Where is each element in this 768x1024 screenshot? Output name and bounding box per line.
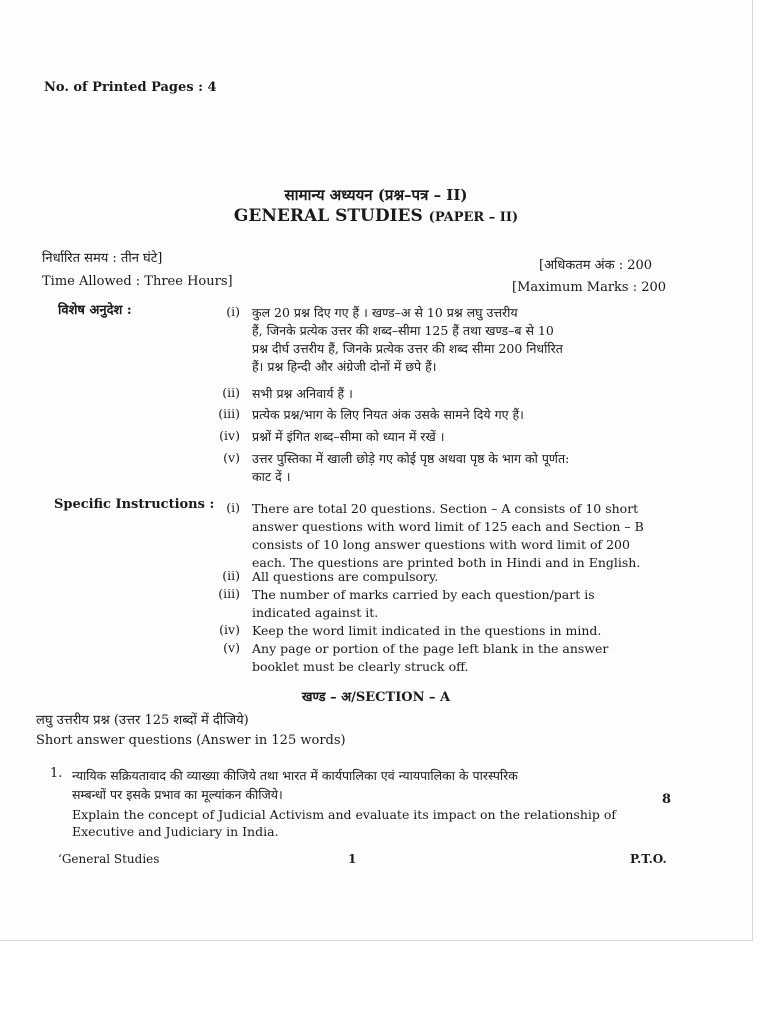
- question-number: 1.: [50, 766, 63, 781]
- en-item-5-line: Any page or portion of the page left blank in the answer: [252, 641, 609, 656]
- hi-item-1-num: (i): [226, 304, 240, 319]
- section-sub-english: Short answer questions (Answer in 125 words): [36, 733, 346, 748]
- en-item-3-num: (iii): [218, 586, 240, 601]
- hi-item-5-line: काट दें ।: [252, 469, 291, 484]
- title-english: [0, 206, 752, 226]
- time-hindi: निर्धारित समय : तीन घंटे]: [42, 251, 163, 266]
- marks-english: [Maximum Marks : 200: [512, 280, 667, 295]
- footer-page-number: 1: [348, 852, 357, 866]
- question-english-line: Explain the concept of Judicial Activism and evaluate its impact on the relationship of: [72, 807, 617, 822]
- printed-pages: No. of Printed Pages : 4: [44, 80, 217, 95]
- en-item-5-num: (v): [223, 640, 240, 655]
- en-item-1-line: There are total 20 questions. Section – A consists of 10 short: [252, 501, 639, 516]
- hi-item-1: [252, 304, 563, 376]
- en-item-1-num: (i): [226, 500, 240, 515]
- en-item-4-num: (iv): [219, 622, 240, 637]
- hi-item-1-line: हैं, जिनके प्रत्येक उत्तर की शब्द–सीमा 125 हैं तथा खण्ड–ब से 10: [252, 323, 554, 338]
- section-heading: खण्ड – अ/SECTION – A: [301, 690, 451, 705]
- hindi-instructions-label: विशेष अनुदेश :: [58, 303, 132, 318]
- marks-hindi: [अधिकतम अंक : 200: [539, 258, 653, 273]
- en-item-2-num: (ii): [222, 568, 240, 583]
- title-english-paper: (PAPER – II): [428, 210, 519, 225]
- time-english: Time Allowed : Three Hours]: [42, 274, 233, 289]
- en-item-5: [252, 640, 608, 676]
- en-item-1-line: answer questions with word limit of 125 each and Section – B: [252, 519, 644, 534]
- hi-item-1-line: प्रश्न दीर्घ उत्तरीय हैं, जिनके प्रत्येक उत्तर की शब्द सीमा 200 निर्धारित: [252, 341, 563, 356]
- hi-item-4-num: (iv): [219, 428, 240, 443]
- hi-item-2: सभी प्रश्न अनिवार्य हैं ।: [252, 386, 353, 401]
- en-item-4: Keep the word limit indicated in the questions in mind.: [252, 623, 602, 638]
- hi-item-5-line: उत्तर पुस्तिका में खाली छोड़े गए कोई पृष्ठ अथवा पृष्ठ के भाग को पूर्णत:: [252, 451, 570, 466]
- footer-left: ‘General Studies: [58, 852, 160, 866]
- hi-item-2-num: (ii): [222, 385, 240, 400]
- hi-item-3-num: (iii): [218, 406, 240, 421]
- hi-item-1-line: हैं। प्रश्न हिन्दी और अंग्रेजी दोनों में छपे हैं।: [252, 359, 437, 374]
- question-english-line: Executive and Judiciary in India.: [72, 824, 279, 839]
- en-item-1: [252, 500, 644, 572]
- hi-item-1-line: कुल 20 प्रश्न दिए गए हैं । खण्ड–अ से 10 प्रश्न लघु उत्तरीय: [252, 305, 518, 320]
- en-item-1-line: consists of 10 long answer questions with word limit of 200: [252, 537, 630, 552]
- hi-item-4: प्रश्नों में इंगित शब्द–सीमा को ध्यान में रखें ।: [252, 429, 445, 444]
- en-item-5-line: booklet must be clearly struck off.: [252, 659, 469, 674]
- hi-item-5: [252, 450, 569, 486]
- question-hindi-line: सम्बन्धों पर इसके प्रभाव का मूल्यांकन कीजिये।: [72, 787, 283, 802]
- title-english-main: GENERAL STUDIES: [233, 206, 423, 226]
- hi-item-3: प्रत्येक प्रश्न/भाग के लिए नियत अंक उसके सामने दिये गए हैं।: [252, 407, 524, 422]
- en-item-3-line: The number of marks carried by each question/part is: [252, 587, 595, 602]
- en-item-3: [252, 586, 595, 622]
- question-hindi: [72, 766, 518, 804]
- question-english: [72, 806, 616, 840]
- en-item-2: All questions are compulsory.: [252, 569, 439, 584]
- question-marks: 8: [662, 792, 672, 807]
- en-item-1-line: each. The questions are printed both in Hindi and in English.: [252, 555, 641, 570]
- en-item-3-line: indicated against it.: [252, 605, 379, 620]
- section-sub-hindi: लघु उत्तरीय प्रश्न (उत्तर 125 शब्दों में दीजिये): [36, 713, 249, 728]
- title-hindi: सामान्य अध्ययन (प्रश्न–पत्र – II): [284, 186, 468, 204]
- question-hindi-line: न्यायिक सक्रियतावाद की व्याख्या कीजिये तथा भारत में कार्यपालिका एवं न्यायपालिका के पारस्परिक: [72, 768, 518, 783]
- english-instructions-label: Specific Instructions :: [54, 497, 215, 512]
- hi-item-5-num: (v): [223, 450, 240, 465]
- footer-pto: P.T.O.: [630, 852, 667, 866]
